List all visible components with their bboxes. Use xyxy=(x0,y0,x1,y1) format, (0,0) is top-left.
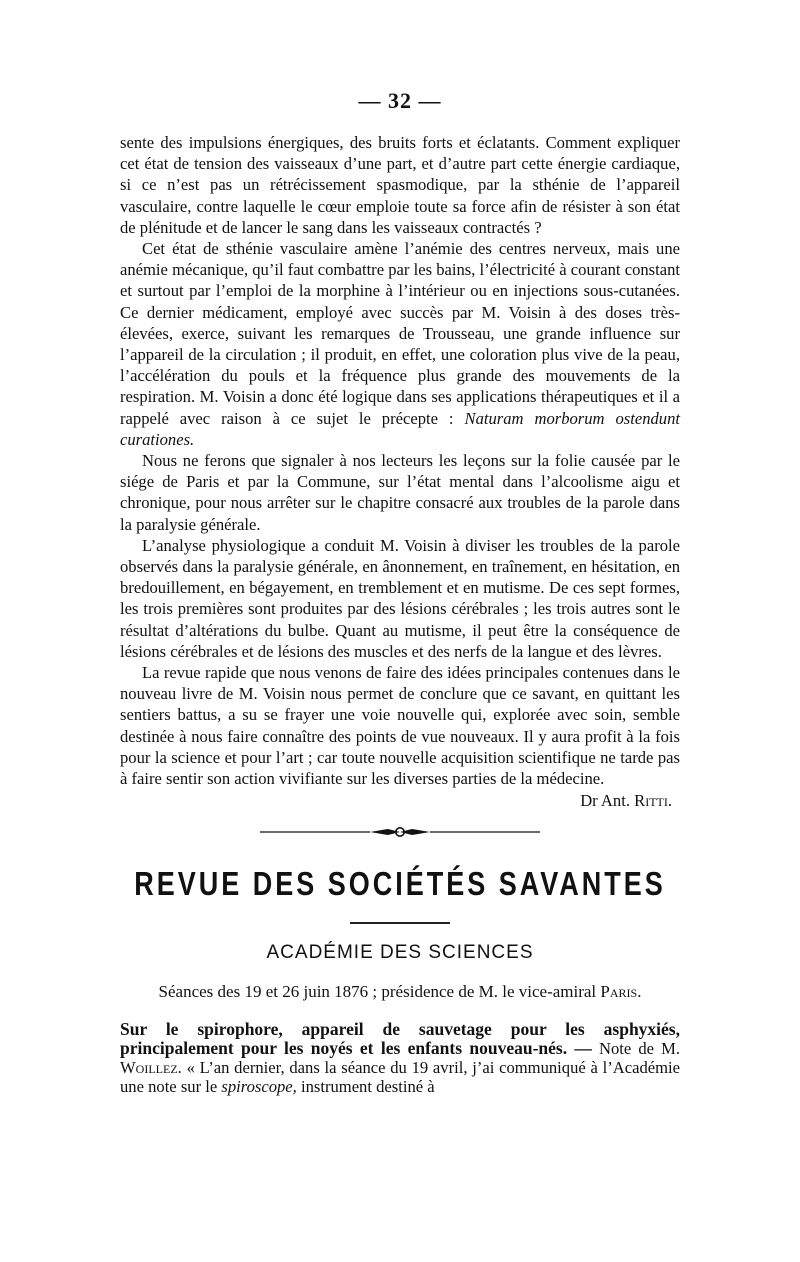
subsection-title: ACADÉMIE DES SCIENCES xyxy=(266,942,534,964)
ornament-divider xyxy=(120,825,680,839)
paragraph-1: sente des impulsions énergiques, des bruits forts et éclatants. Comment expliquer cet état de tension des vaisseaux d’une part, et d’autre part cette énergie cardiaque, si ce n’est pas un rétrécissement spasmodique, par la sthénie de l’appareil vasculaire, contre laquelle le cœur emploie toute sa force afin de résister à son état de plénitude et de lancer le sang dans les vaisseaux contractés ? xyxy=(120,133,680,237)
article-note-prefix: Note de M. xyxy=(599,1039,680,1059)
paragraph-2 xyxy=(120,238,680,450)
article-text-2: instrument destiné à xyxy=(300,1077,435,1097)
session-line xyxy=(120,982,680,1002)
ornament-rule-icon xyxy=(260,825,540,839)
paragraph-4: L’analyse physiologique a conduit M. Voisin à diviser les troubles de la parole observés dans la paralysie générale, en ânonnement, en traînement, en hésitation, en bredouillement, en bégayement, en tremblement et en mutisme. De ces sept formes, les trois premières sont produites par des lésions cérébrales ; les trois autres sont le résultat d’altérations du bulbe. Quant au mutisme, il peut être la conséquence de lésions cérébrales et de lésions des muscles et des nerfs de la langue et des lèvres. xyxy=(120,535,680,661)
article-term: spiroscope, xyxy=(221,1077,297,1097)
paragraph-3: Nous ne ferons que signaler à nos lecteurs les leçons sur la folie causée par le siége de Paris et par la Commune, sur l’état mental dans l’alcoolisme aigu et chronique, pour nous arrêter sur le chapitre consacré aux troubles de la parole dans la paralysie générale. xyxy=(120,451,680,534)
session-line-text: Séances des 19 et 26 juin 1876 ; présidence de M. le vice-amiral xyxy=(158,982,597,1002)
article-text-1: « L’an dernier, dans la séance du 19 avril, j’ai communiqué à l’Académie une note sur le xyxy=(120,1058,680,1097)
short-rule xyxy=(350,922,450,924)
page-number: — 32 — xyxy=(358,88,442,113)
body-text xyxy=(120,132,680,789)
article xyxy=(120,1020,680,1096)
article-author: Woillez. xyxy=(120,1058,182,1078)
paragraph-2-text: Cet état de sthénie vasculaire amène l’anémie des centres nerveux, mais une anémie mécanique, qu’il faut combattre par les bains, l’électricité à courant constant et surtout par l’emploi de la morphine à l’intérieur ou en injections sous-cutanées. Ce dernier médicament, employé avec succès par M. Voisin à des doses très-élevées, exerce, suivant les remarques de Trousseau, une grande influence sur l’appareil de la circulation ; il produit, en effet, une coloration plus vive de la peau, l’accélération du pouls et la fréquence plus grande des mouvements de la respiration. M. Voisin a donc été logique dans ses applications thérapeutiques et il a rappelé avec raison à ce sujet le précepte : xyxy=(120,239,680,428)
latin-precept: Naturam morborum ostendunt curationes. xyxy=(120,408,680,449)
article-headline: Sur le spirophore, appareil de sauvetage pour les asphyxiés, principalement pour les noyés et les enfants nouveau-nés. — xyxy=(120,1019,680,1059)
paragraph-5: La revue rapide que nous venons de faire des idées principales contenues dans le nouveau livre de M. Voisin nous permet de conclure que ce savant, en quittant les sentiers battus, a su se frayer une voie nouvelle qui, explorée avec soin, semble destinée à nous faire connaître des points de vue nouveaux. Il y aura profit à la fois pour la science et pour l’art ; car toute nouvelle acquisition scientifique ne tarde pas à faire sentir son action vivifiante sur les diverses parties de la médecine. xyxy=(120,663,680,789)
section-title: REVUE DES SOCIÉTÉS SAVANTES xyxy=(134,865,666,903)
signature xyxy=(120,791,680,811)
signature-prefix: Dr Ant. xyxy=(580,791,630,811)
session-president: Paris. xyxy=(600,982,642,1002)
signature-name: Ritti. xyxy=(634,791,672,811)
